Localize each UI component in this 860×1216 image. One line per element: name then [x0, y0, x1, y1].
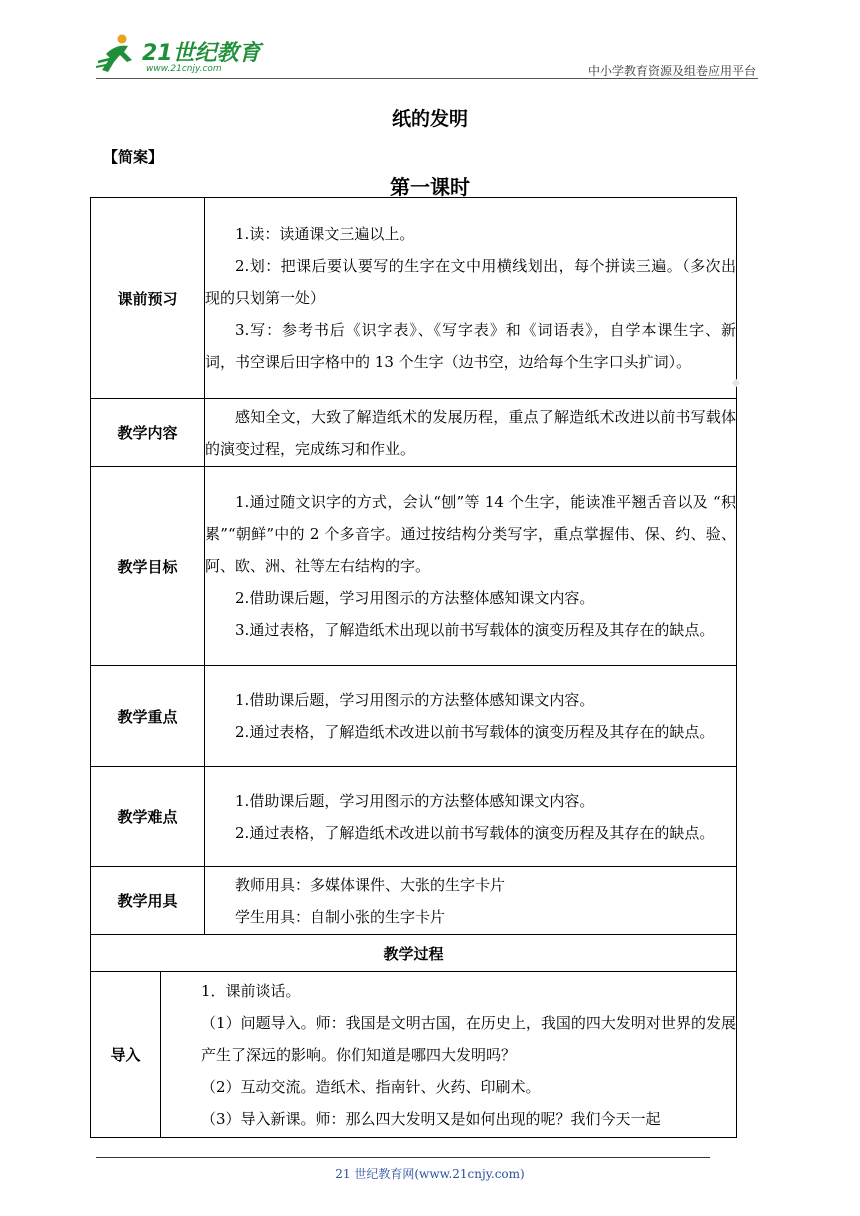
section-tag: 【简案】	[103, 148, 164, 166]
table-row	[91, 666, 737, 767]
row-label: 教学内容	[91, 399, 205, 467]
runner-logo-icon	[96, 32, 140, 76]
stage-label: 导入	[91, 972, 161, 1138]
row-label: 教学难点	[91, 767, 205, 867]
row-label: 教学目标	[91, 467, 205, 666]
row-content	[205, 666, 737, 767]
process-heading: 教学过程	[91, 935, 737, 972]
table-row	[91, 198, 737, 399]
row-content	[205, 198, 737, 399]
table-row	[91, 467, 737, 666]
row-content	[205, 467, 737, 666]
content-paragraph: （1）问题导入。师：我国是文明古国，在历史上，我国的四大发明对世界的发展产生了深远的影响。你们知道是哪四大发明吗？	[201, 1013, 737, 1064]
table-row	[91, 867, 737, 935]
page-header	[96, 28, 756, 80]
platform-text: 中小学教育资源及组卷应用平台	[587, 64, 756, 78]
content-paragraph: 3.写：参考书后《识字表》、《写字表》和《词语表》，自学本课生字、新词，书空课后田字格中的 13 个生字（边书空，边给每个生字口头扩词）。	[205, 321, 737, 371]
content-paragraph: 2.借助课后题，学习用图示的方法整体感知课文内容。	[235, 589, 595, 607]
content-paragraph: 1．课前谈话。	[201, 981, 301, 1000]
content-paragraph: （2）互动交流。造纸术、指南针、火药、印刷术。	[201, 1077, 541, 1096]
stage-content	[161, 972, 737, 1138]
table-row	[91, 972, 737, 1138]
content-paragraph: 1.通过随文识字的方式，会认“刨”等 14 个生字，能读准平翘舌音以及 “积累”“朝鲜”中的 2 个多音字。通过按结构分类写字，重点掌握伟、保、约、验、阿、欧、洲、社等左右结构的字。	[205, 493, 737, 575]
row-label: 课前预习	[91, 198, 205, 399]
lesson-plan-table	[90, 197, 737, 1138]
content-paragraph: 1.借助课后题，学习用图示的方法整体感知课文内容。	[235, 691, 595, 709]
row-label: 教学重点	[91, 666, 205, 767]
table-row	[91, 399, 737, 467]
content-paragraph: 教师用具：多媒体课件、大张的生字卡片	[235, 875, 506, 894]
logo-text: 21世纪教育	[142, 41, 261, 66]
content-paragraph: 1.读：读通课文三遍以上。	[235, 225, 415, 243]
row-content	[205, 867, 737, 935]
content-paragraph: 学生用具：自制小张的生字卡片	[235, 907, 446, 926]
row-content	[205, 399, 737, 467]
table-row	[91, 767, 737, 867]
document-title: 纸的发明	[391, 108, 468, 130]
header-divider	[96, 78, 758, 79]
lesson-title: 第一课时	[390, 175, 470, 199]
table-row	[91, 935, 737, 972]
row-label: 教学用具	[91, 867, 205, 935]
logo-url: www.21cnjy.com	[146, 64, 222, 74]
content-paragraph: 2.通过表格，了解造纸术改进以前书写载体的演变历程及其存在的缺点。	[235, 723, 715, 741]
content-paragraph: （3）导入新课。师：那么四大发明又是如何出现的呢？我们今天一起	[201, 1109, 661, 1128]
content-paragraph: 1.借助课后题，学习用图示的方法整体感知课文内容。	[235, 791, 595, 810]
footer-divider	[96, 1157, 710, 1158]
logo	[96, 28, 276, 80]
row-content	[205, 767, 737, 867]
content-paragraph: 2.划：把课后要认要写的生字在文中用横线划出，每个拼读三遍。（多次出现的只划第一处）	[205, 257, 737, 307]
content-paragraph: 2.通过表格，了解造纸术改进以前书写载体的演变历程及其存在的缺点。	[235, 823, 715, 842]
content-paragraph: 感知全文，大致了解造纸术的发展历程，重点了解造纸术改进以前书写载体的演变过程，完成练习和作业。	[205, 407, 737, 458]
content-paragraph: 3.通过表格，了解造纸术出现以前书写载体的演变历程及其存在的缺点。	[235, 621, 715, 639]
footer-text: 21 世纪教育网(www.21cnjy.com)	[335, 1167, 525, 1181]
